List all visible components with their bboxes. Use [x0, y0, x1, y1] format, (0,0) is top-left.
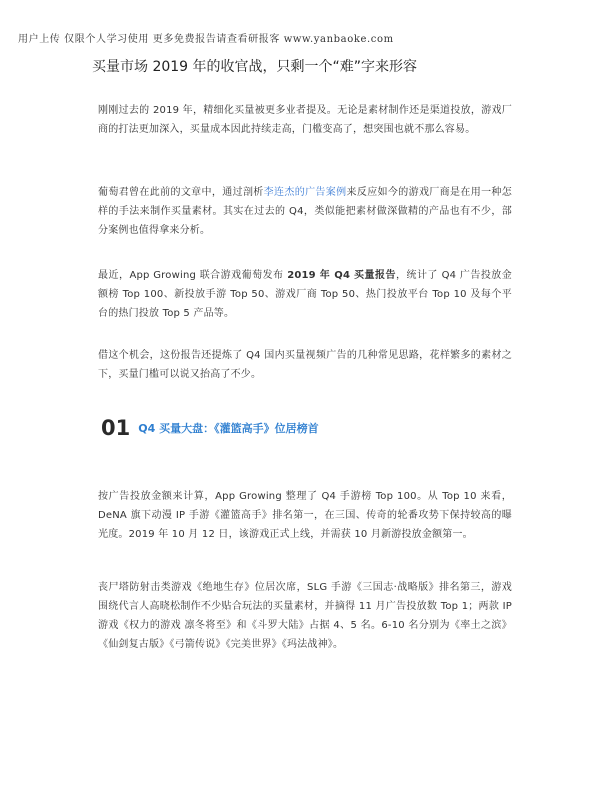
report-name-bold: 2019 年 Q4 买量报告	[287, 270, 396, 281]
paragraph-report	[98, 266, 512, 323]
paragraph-intro: 刚刚过去的 2019 年，精细化买量被更多业者提及。无论是素材制作还是渠道投放，游戏厂商的打法更加深入，买量成本因此持续走高，门槛变高了，想突围也就不那么容易。	[98, 105, 512, 135]
case-study-link[interactable]: 李连杰的广告案例	[263, 187, 347, 198]
paragraph-case-study	[98, 183, 512, 240]
section-title: Q4 买量大盘：《灌篮高手》位居榜首	[138, 422, 319, 435]
paragraph-text: 最近，App Growing 联合游戏葡萄发布	[98, 270, 288, 281]
paragraph-text: ，统计了 Q4 广告投放金额榜 Top 100、新投放手游 Top 50、游戏厂商 Top 50、热门投放平台 Top 10 及每个平台的热门投放 Top 5 产品等。	[98, 270, 512, 319]
section-number: 01	[101, 416, 131, 440]
article-title: 买量市场 2019 年的收官战，只剩一个“难”字来形容	[92, 59, 418, 75]
paragraph-text: 葡萄君曾在此前的文章中，通过剖析	[98, 187, 264, 198]
paragraph-ranking-top: 按广告投放金额来计算，App Growing 整理了 Q4 手游榜 Top 100。从 Top 10 来看，DeNA 旗下动漫 IP 手游《灌篮高手》排名第一，在三国、传奇的轮番攻势下保持较高的曝光度。2019 年 10 月 12 日，该游戏正式上线，并需获 10 月新游投放金额第一。	[98, 491, 512, 540]
watermark-text: 用户上传 仅限个人学习使用 更多免费报告请查看研报客 www.yanbaoke.com	[18, 34, 394, 45]
paragraph-text: 来反应如今的游戏厂商是在用一种怎样的手法来制作买量素材。其实在过去的 Q4，类似能把素材做深做精的产品也有不少，部分案例也值得拿来分析。	[98, 187, 512, 236]
paragraph-ranking-rest: 丧尸塔防射击类游戏《绝地生存》位居次席，SLG 手游《三国志·战略版》排名第三，游戏围绕代言人高晓松制作不少贴合玩法的买量素材，并摘得 11 月广告投放数 Top 1；两款 IP 游戏《权力的游戏 凛冬将至》和《斗罗大陆》占据 4、5 名。6-10 名分别为《率土之滨》《仙剑复古版》《弓箭传说》《完美世界》《玛法战神》。	[98, 582, 512, 650]
section-heading	[101, 416, 319, 440]
paragraph-summary: 借这个机会，这份报告还提炼了 Q4 国内买量视频广告的几种常见思路，花样繁多的素材之下，买量门槛可以说又抬高了不少。	[98, 350, 512, 380]
